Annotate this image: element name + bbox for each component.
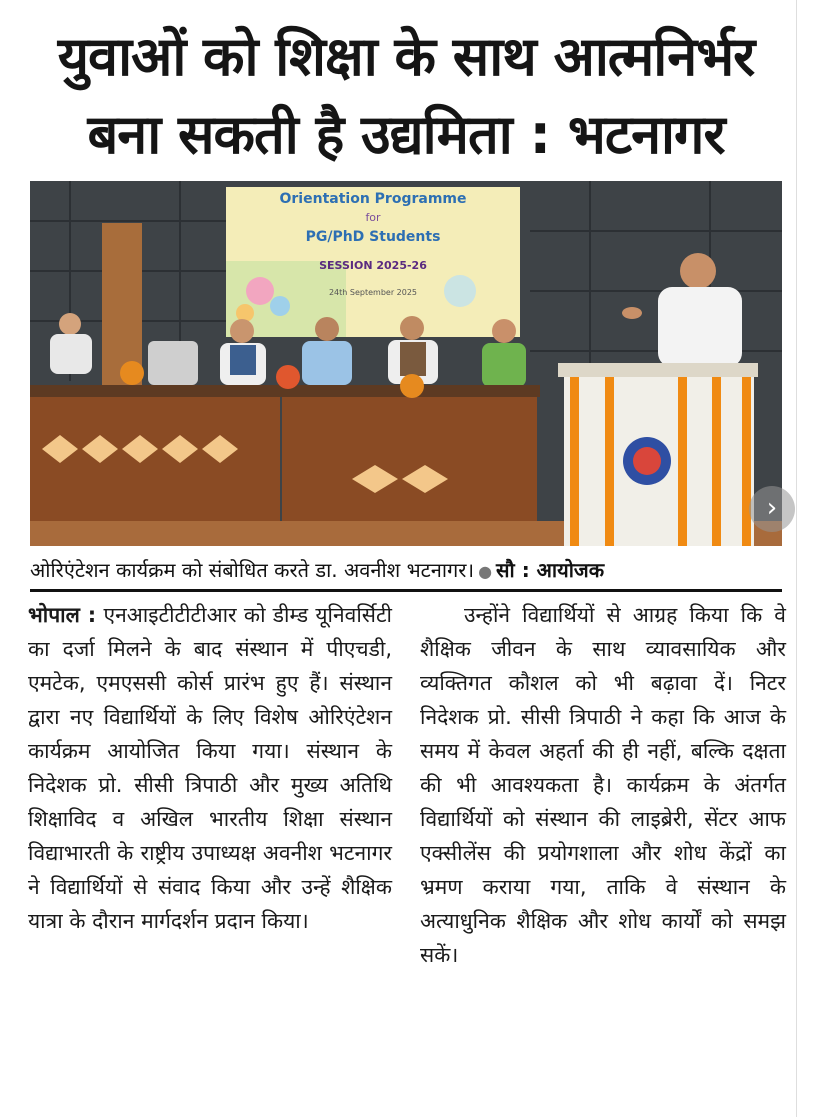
article-column-left	[28, 598, 392, 938]
banner-students: PG/PhD Students	[305, 229, 441, 245]
page-edge-divider	[796, 0, 797, 1117]
caption-text: ओरिएंटेशन कार्यक्रम को संबोधित करते डा. अवनीश भटनागर।	[30, 558, 475, 582]
bullet-icon: ●	[478, 562, 493, 581]
banner-date: 24th September 2025	[328, 288, 418, 297]
dateline: भोपाल :	[28, 603, 97, 627]
article-column-right: उन्होंने विद्यार्थियों से आग्रह किया कि वे शैक्षिक जीवन के साथ व्यावसायिक और व्यक्तिगत कौशल को भी बढ़ावा दें। निटर निदेशक प्रो. सीसी त्रिपाठी ने कहा कि आज के समय में केवल अहर्ता की ही नहीं, बल्कि दक्षता की भी आवश्यकता है। कार्यक्रम के अंतर्गत विद्यार्थियों को संस्थान की लाइब्रेरी, सेंटर आफ एक्सीलेंस की प्रयोगशाला और शोध केंद्रों का भ्रमण कराया गया, ताकि वे संस्थान के अत्याधुनिक शैक्षिक और शोध कार्यों को समझ सकें।	[420, 603, 786, 967]
photo-credit: सौ : आयोजक	[496, 558, 605, 582]
news-photo	[30, 181, 782, 546]
banner-session: SESSION 2025-26	[319, 259, 427, 272]
headline	[26, 18, 786, 174]
next-image-button[interactable]: ›	[749, 486, 795, 532]
headline-line-2: बना सकती है उद्यमिता : भटनागर	[87, 103, 725, 166]
article-left-text: एनआइटीटीटीआर को डीम्ड यूनिवर्सिटी का दर्जा मिलने के बाद संस्थान में पीएचडी, एमटेक, एमएससी कोर्स प्रारंभ हुए हैं। संस्थान द्वारा नए विद्यार्थियों के लिए विशेष ओरिएंटेशन कार्यक्रम आयोजित किया गया। संस्थान के निदेशक प्रो. सीसी त्रिपाठी और मुख्य अतिथि शिक्षाविद व अखिल भारतीय शिक्षा संस्थान विद्याभारती के राष्ट्रीय उपाध्यक्ष अवनीश भटनागर ने विद्यार्थियों से संवाद किया और उन्हें शैक्षिक यात्रा के दौरान मार्गदर्शन प्रदान किया।	[28, 603, 392, 933]
headline-line-1: युवाओं को शिक्षा के साथ आत्मनिर्भर	[57, 25, 755, 88]
banner-title: Orientation Programme	[279, 191, 467, 207]
banner-for: for	[365, 211, 381, 224]
photo-caption	[30, 555, 782, 592]
